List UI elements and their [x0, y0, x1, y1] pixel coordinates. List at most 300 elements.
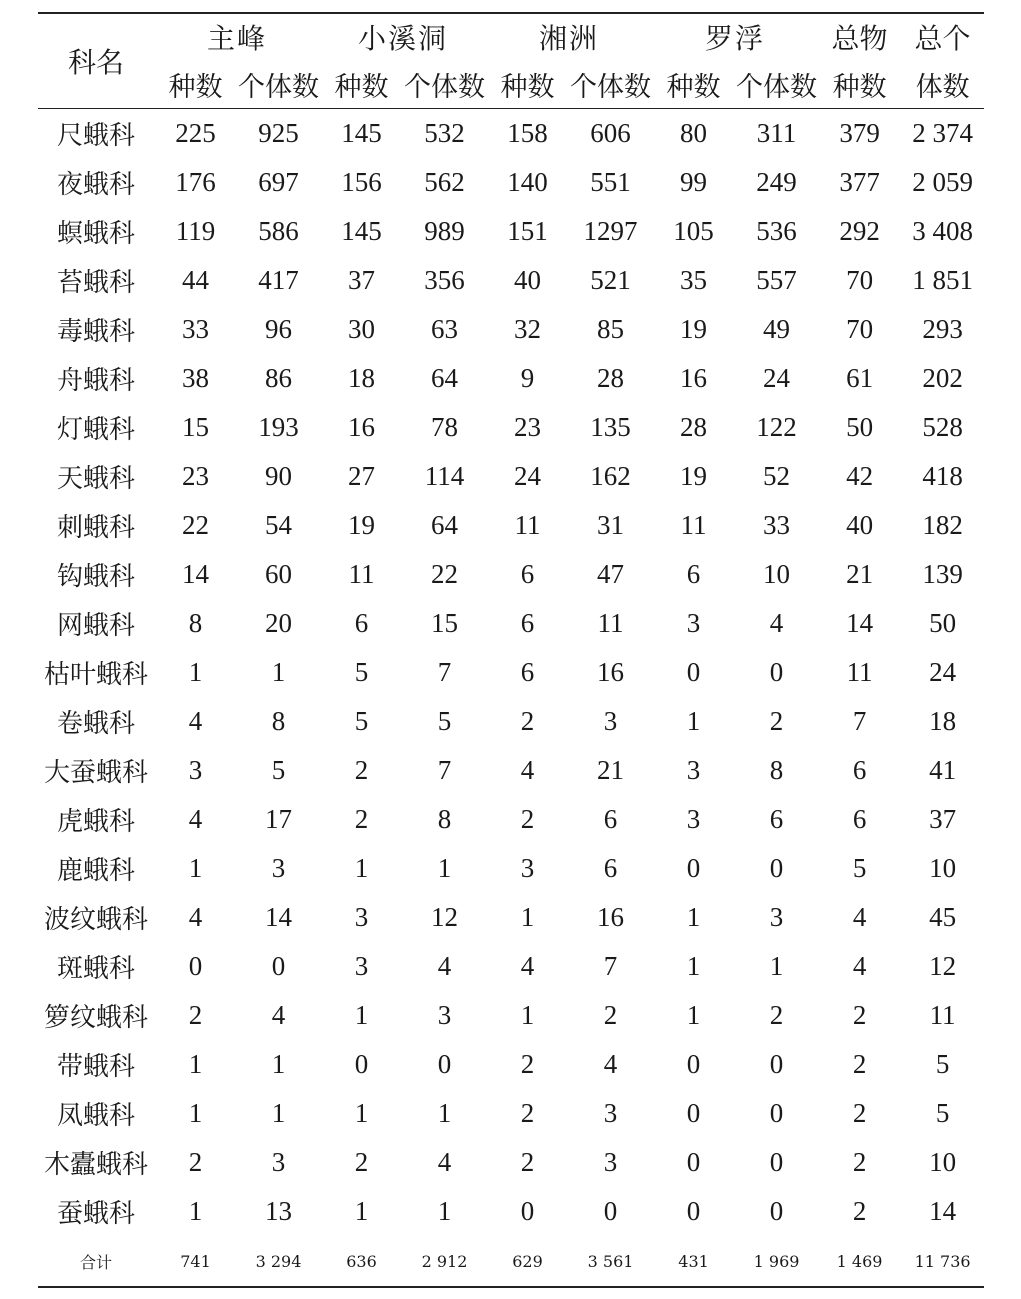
value-cell: 4: [188, 902, 203, 932]
value-cell: 1: [271, 1098, 286, 1128]
family-name-cell: 夜蛾科: [56, 170, 135, 200]
value-cell: 6: [520, 657, 535, 687]
family-name-cell: 大蚕蛾科: [43, 758, 148, 788]
value-cell: 38: [182, 363, 209, 393]
value-cell: 2: [520, 706, 535, 736]
value-cell: 1: [437, 1196, 452, 1226]
value-cell: 1: [271, 1049, 286, 1079]
value-cell: 28: [597, 363, 625, 393]
value-cell: 3: [603, 706, 618, 736]
value-cell: 5: [271, 755, 286, 785]
total-cell: 1 469: [836, 1251, 883, 1271]
value-cell: 54: [265, 510, 292, 540]
value-cell: 311: [756, 118, 797, 148]
family-name-cell: 波纹蛾科: [43, 905, 148, 935]
value-cell: 6: [852, 755, 867, 785]
value-cell: 33: [763, 510, 791, 540]
value-cell: 8: [769, 755, 784, 785]
value-cell: 536: [756, 216, 797, 246]
sub-header-individuals: 个体数: [404, 71, 486, 103]
total-cell: 431: [678, 1251, 709, 1271]
value-cell: 2: [769, 706, 784, 736]
value-cell: 14: [929, 1196, 957, 1226]
value-cell: 182: [922, 510, 963, 540]
family-name-cell: 尺蛾科: [56, 121, 135, 151]
sub-header-individuals: 个体数: [238, 71, 319, 103]
value-cell: 7: [852, 706, 867, 736]
family-name-cell: 灯蛾科: [56, 415, 135, 445]
value-cell: 3: [188, 755, 203, 785]
value-cell: 1: [686, 951, 701, 981]
value-cell: 16: [348, 412, 376, 442]
value-cell: 0: [686, 657, 701, 687]
group-header-zhufeng: 主峰: [207, 22, 268, 55]
value-cell: 78: [431, 412, 459, 442]
value-cell: 1: [271, 657, 286, 687]
table-row: [38, 354, 984, 403]
value-cell: 0: [188, 951, 203, 981]
table-header: [38, 13, 984, 109]
value-cell: 3: [686, 608, 701, 638]
value-cell: 4: [520, 755, 535, 785]
value-cell: 249: [756, 167, 797, 197]
total-cell: 3 561: [587, 1251, 634, 1271]
value-cell: 0: [769, 853, 784, 883]
value-cell: 24: [514, 461, 542, 491]
value-cell: 22: [182, 510, 209, 540]
total-species-header-line1: 总物: [831, 22, 888, 55]
value-cell: 4: [603, 1049, 618, 1079]
value-cell: 0: [769, 1196, 784, 1226]
value-cell: 14: [265, 902, 292, 932]
value-cell: 4: [188, 804, 203, 834]
value-cell: 14: [182, 559, 209, 589]
value-cell: 90: [265, 461, 292, 491]
value-cell: 12: [431, 902, 459, 932]
value-cell: 292: [839, 216, 880, 246]
family-name-cell: 木蠹蛾科: [43, 1150, 148, 1180]
value-cell: 64: [431, 510, 459, 540]
table-row: [38, 305, 984, 354]
total-cell: 741: [180, 1251, 211, 1271]
value-cell: 4: [769, 608, 784, 638]
value-cell: 70: [846, 314, 874, 344]
value-cell: 1: [354, 853, 369, 883]
table-row: [38, 648, 984, 697]
total-individual-header-line2: 体数: [915, 71, 970, 103]
sub-header-species: 种数: [168, 71, 223, 103]
value-cell: 15: [431, 608, 459, 638]
family-name-cell: 凤蛾科: [56, 1101, 135, 1131]
total-individual-header-line1: 总个: [914, 22, 971, 55]
value-cell: 60: [265, 559, 292, 589]
value-cell: 7: [437, 657, 452, 687]
value-cell: 1: [520, 1000, 535, 1030]
family-name-cell: 苔蛾科: [56, 268, 135, 298]
table-row: [38, 109, 984, 159]
value-cell: 551: [590, 167, 631, 197]
value-cell: 33: [182, 314, 209, 344]
table-row: [38, 550, 984, 599]
value-cell: 11: [597, 608, 624, 638]
value-cell: 2: [852, 1196, 867, 1226]
value-cell: 70: [846, 265, 874, 295]
value-cell: 85: [597, 314, 625, 344]
value-cell: 0: [686, 853, 701, 883]
value-cell: 50: [846, 412, 874, 442]
value-cell: 0: [686, 1147, 701, 1177]
value-cell: 225: [175, 118, 216, 148]
value-cell: 2: [769, 1000, 784, 1030]
value-cell: 5: [935, 1098, 950, 1128]
value-cell: 0: [437, 1049, 452, 1079]
value-cell: 606: [590, 118, 631, 148]
value-cell: 1: [354, 1000, 369, 1030]
table-row: [38, 1187, 984, 1236]
value-cell: 21: [846, 559, 874, 589]
table-row: [38, 844, 984, 893]
value-cell: 0: [686, 1196, 701, 1226]
value-cell: 6: [520, 559, 535, 589]
value-cell: 4: [188, 706, 203, 736]
family-name-cell: 舟蛾科: [56, 366, 135, 396]
value-cell: 377: [839, 167, 880, 197]
value-cell: 1: [188, 1049, 203, 1079]
value-cell: 151: [507, 216, 548, 246]
value-cell: 47: [597, 559, 625, 589]
value-cell: 3: [603, 1147, 618, 1177]
family-name-cell: 蚕蛾科: [56, 1199, 135, 1229]
sub-header-species: 种数: [500, 71, 555, 103]
family-name-header: 科名: [38, 13, 154, 109]
value-cell: 0: [769, 1147, 784, 1177]
value-cell: 3: [520, 853, 535, 883]
value-cell: 63: [431, 314, 459, 344]
table-row: [38, 746, 984, 795]
sub-header-species: 种数: [334, 71, 389, 103]
value-cell: 30: [348, 314, 376, 344]
sub-header-individuals: 个体数: [736, 71, 818, 103]
value-cell: 20: [265, 608, 292, 638]
value-cell: 105: [673, 216, 714, 246]
value-cell: 40: [514, 265, 542, 295]
value-cell: 2 059: [912, 167, 973, 197]
value-cell: 24: [763, 363, 791, 393]
value-cell: 0: [769, 657, 784, 687]
value-cell: 2: [852, 1000, 867, 1030]
total-cell: 3 294: [255, 1251, 302, 1271]
value-cell: 1: [188, 1196, 203, 1226]
value-cell: 925: [258, 118, 299, 148]
value-cell: 122: [756, 412, 797, 442]
value-cell: 2: [520, 1049, 535, 1079]
sub-header-individuals: 个体数: [570, 71, 652, 103]
value-cell: 18: [348, 363, 376, 393]
value-cell: 6: [603, 804, 618, 834]
value-cell: 3: [769, 902, 784, 932]
value-cell: 418: [922, 461, 963, 491]
value-cell: 4: [271, 1000, 286, 1030]
value-cell: 1: [437, 1098, 452, 1128]
value-cell: 45: [929, 902, 957, 932]
value-cell: 50: [929, 608, 957, 638]
value-cell: 8: [188, 608, 203, 638]
value-cell: 15: [182, 412, 209, 442]
value-cell: 32: [514, 314, 542, 344]
value-cell: 22: [431, 559, 459, 589]
table-row: [38, 991, 984, 1040]
sub-header-species: 种数: [666, 71, 721, 103]
value-cell: 5: [354, 657, 369, 687]
value-cell: 2 374: [912, 118, 973, 148]
value-cell: 17: [265, 804, 292, 834]
value-cell: 16: [680, 363, 708, 393]
value-cell: 5: [935, 1049, 950, 1079]
value-cell: 9: [520, 363, 535, 393]
value-cell: 158: [507, 118, 548, 148]
value-cell: 2: [852, 1098, 867, 1128]
value-cell: 14: [846, 608, 874, 638]
value-cell: 145: [341, 216, 382, 246]
value-cell: 3: [686, 755, 701, 785]
value-cell: 11: [929, 1000, 956, 1030]
value-cell: 18: [929, 706, 957, 736]
value-cell: 24: [929, 657, 957, 687]
value-cell: 0: [603, 1196, 618, 1226]
value-cell: 23: [514, 412, 542, 442]
family-name-cell: 钩蛾科: [56, 562, 135, 592]
value-cell: 0: [769, 1098, 784, 1128]
value-cell: 1: [188, 657, 203, 687]
table-row: [38, 599, 984, 648]
value-cell: 193: [258, 412, 299, 442]
value-cell: 1: [686, 706, 701, 736]
table-row: [38, 1040, 984, 1089]
value-cell: 2: [354, 755, 369, 785]
family-name-cell: 虎蛾科: [56, 807, 135, 837]
value-cell: 6: [852, 804, 867, 834]
value-cell: 27: [348, 461, 376, 491]
value-cell: 202: [922, 363, 963, 393]
value-cell: 140: [507, 167, 548, 197]
value-cell: 12: [929, 951, 957, 981]
value-cell: 5: [354, 706, 369, 736]
value-cell: 356: [424, 265, 465, 295]
value-cell: 96: [265, 314, 292, 344]
value-cell: 23: [182, 461, 209, 491]
family-name-cell: 天蛾科: [56, 464, 135, 494]
table-row: [38, 452, 984, 501]
value-cell: 4: [852, 902, 867, 932]
value-cell: 10: [929, 1147, 957, 1177]
value-cell: 557: [756, 265, 797, 295]
table-row: [38, 501, 984, 550]
value-cell: 28: [680, 412, 708, 442]
value-cell: 8: [271, 706, 286, 736]
value-cell: 6: [603, 853, 618, 883]
total-cell: 1 969: [753, 1251, 800, 1271]
value-cell: 2: [354, 1147, 369, 1177]
family-name-cell: 刺蛾科: [56, 513, 135, 543]
total-species-header-line2: 种数: [832, 71, 887, 103]
value-cell: 3: [271, 853, 286, 883]
value-cell: 2: [520, 804, 535, 834]
total-label: 合计: [79, 1252, 112, 1272]
table-row: [38, 795, 984, 844]
value-cell: 13: [265, 1196, 292, 1226]
value-cell: 6: [520, 608, 535, 638]
value-cell: 114: [424, 461, 465, 491]
value-cell: 1: [188, 1098, 203, 1128]
family-name-cell: 鹿蛾科: [56, 856, 135, 886]
group-header-xiaoxidong: 小溪洞: [358, 22, 449, 55]
value-cell: 7: [603, 951, 618, 981]
value-cell: 52: [763, 461, 791, 491]
value-cell: 44: [182, 265, 209, 295]
value-cell: 4: [437, 1147, 452, 1177]
table-row: [38, 207, 984, 256]
family-name-cell: 枯叶蛾科: [43, 660, 148, 690]
value-cell: 586: [258, 216, 299, 246]
value-cell: 16: [597, 657, 625, 687]
value-cell: 3 408: [912, 216, 973, 246]
value-cell: 86: [265, 363, 292, 393]
value-cell: 528: [922, 412, 963, 442]
value-cell: 99: [680, 167, 708, 197]
value-cell: 2: [520, 1098, 535, 1128]
total-cell: 629: [512, 1251, 543, 1271]
value-cell: 0: [686, 1049, 701, 1079]
value-cell: 11: [846, 657, 873, 687]
value-cell: 3: [603, 1098, 618, 1128]
value-cell: 2: [188, 1147, 203, 1177]
value-cell: 1: [354, 1196, 369, 1226]
value-cell: 21: [597, 755, 625, 785]
family-name-cell: 斑蛾科: [56, 954, 135, 984]
value-cell: 3: [686, 804, 701, 834]
family-name-cell: 带蛾科: [56, 1052, 135, 1082]
value-cell: 31: [597, 510, 625, 540]
table-row: [38, 158, 984, 207]
value-cell: 156: [341, 167, 382, 197]
value-cell: 1: [686, 902, 701, 932]
value-cell: 135: [590, 412, 631, 442]
table-row: [38, 256, 984, 305]
value-cell: 1 851: [912, 265, 973, 295]
value-cell: 11: [514, 510, 541, 540]
value-cell: 1: [520, 902, 535, 932]
value-cell: 3: [354, 902, 369, 932]
table-row: [38, 893, 984, 942]
family-name-cell: 毒蛾科: [56, 317, 135, 347]
value-cell: 1297: [583, 216, 638, 246]
value-cell: 5: [852, 853, 867, 883]
value-cell: 10: [929, 853, 957, 883]
value-cell: 521: [590, 265, 631, 295]
value-cell: 2: [188, 1000, 203, 1030]
value-cell: 5: [437, 706, 452, 736]
value-cell: 7: [437, 755, 452, 785]
total-cell: 11 736: [914, 1251, 971, 1271]
table-row: [38, 403, 984, 452]
value-cell: 293: [922, 314, 963, 344]
value-cell: 532: [424, 118, 465, 148]
value-cell: 2: [354, 804, 369, 834]
value-cell: 0: [769, 1049, 784, 1079]
value-cell: 562: [424, 167, 465, 197]
value-cell: 80: [680, 118, 708, 148]
value-cell: 4: [520, 951, 535, 981]
value-cell: 6: [354, 608, 369, 638]
value-cell: 162: [590, 461, 631, 491]
group-header-xiangzhou: 湘洲: [539, 22, 600, 55]
value-cell: 3: [354, 951, 369, 981]
value-cell: 139: [922, 559, 963, 589]
value-cell: 10: [763, 559, 791, 589]
table-body: [38, 109, 984, 1237]
table-row: [38, 1089, 984, 1138]
value-cell: 16: [597, 902, 625, 932]
value-cell: 3: [437, 1000, 452, 1030]
value-cell: 0: [686, 1098, 701, 1128]
value-cell: 3: [271, 1147, 286, 1177]
value-cell: 42: [846, 461, 874, 491]
value-cell: 19: [680, 461, 708, 491]
value-cell: 176: [175, 167, 216, 197]
value-cell: 119: [175, 216, 216, 246]
table-row: [38, 942, 984, 991]
total-row: [38, 1236, 984, 1287]
group-header-luofu: 罗浮: [705, 22, 766, 55]
value-cell: 417: [258, 265, 299, 295]
value-cell: 989: [424, 216, 465, 246]
value-cell: 37: [348, 265, 376, 295]
value-cell: 1: [188, 853, 203, 883]
value-cell: 2: [852, 1049, 867, 1079]
value-cell: 40: [846, 510, 874, 540]
value-cell: 64: [431, 363, 459, 393]
value-cell: 2: [852, 1147, 867, 1177]
value-cell: 1: [437, 853, 452, 883]
table-row: [38, 1138, 984, 1187]
total-cell: 2 912: [421, 1251, 468, 1271]
value-cell: 2: [603, 1000, 618, 1030]
value-cell: 2: [520, 1147, 535, 1177]
family-name-cell: 螟蛾科: [56, 219, 135, 249]
value-cell: 0: [520, 1196, 535, 1226]
value-cell: 6: [686, 559, 701, 589]
value-cell: 4: [437, 951, 452, 981]
value-cell: 35: [680, 265, 708, 295]
data-table: [38, 12, 984, 1288]
value-cell: 0: [354, 1049, 369, 1079]
value-cell: 11: [348, 559, 375, 589]
value-cell: 145: [341, 118, 382, 148]
value-cell: 4: [852, 951, 867, 981]
value-cell: 19: [680, 314, 708, 344]
value-cell: 19: [348, 510, 376, 540]
value-cell: 1: [769, 951, 784, 981]
family-name-cell: 网蛾科: [56, 611, 135, 641]
value-cell: 11: [680, 510, 707, 540]
value-cell: 61: [846, 363, 874, 393]
value-cell: 8: [437, 804, 452, 834]
value-cell: 0: [271, 951, 286, 981]
family-name-cell: 卷蛾科: [56, 709, 135, 739]
value-cell: 379: [839, 118, 880, 148]
species-abundance-table: [38, 12, 983, 1288]
value-cell: 1: [354, 1098, 369, 1128]
